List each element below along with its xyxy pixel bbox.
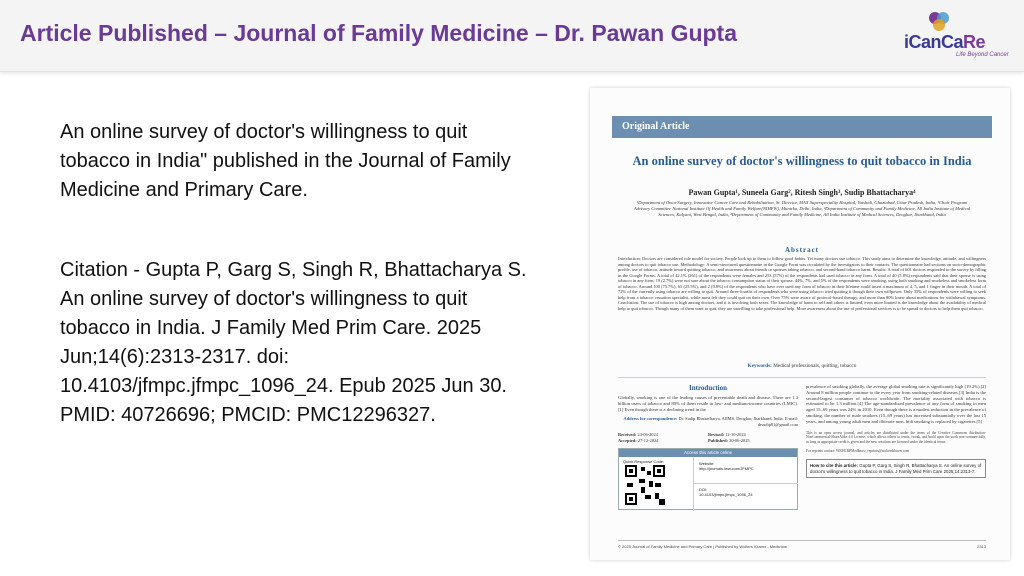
reprints-text: For reprints contact: WKHLRPMedknow_reprints@wolterskluwer.com	[806, 449, 910, 454]
abstract-heading: Abstract	[784, 246, 820, 254]
introduction-heading: Introduction	[689, 384, 727, 392]
doi	[699, 487, 753, 497]
citation-text: Citation - Gupta P, Garg S, Singh R, Bhattacharya S. An online survey of doctor's willingness to quit tobacco in India. J Family Med Prim Care. 2025 Jun;14(6):2313-2317. doi: 10.4103/jfmpc.jfmpc_1096_24. Epub 2025 Jun 30. PMID: 40726696; PMCID: PMC12296327.	[60, 259, 527, 426]
keywords-label: Keywords:	[747, 363, 772, 369]
website-url[interactable]: http://journals.lww.com/JFMPC	[699, 465, 754, 471]
right-column	[806, 384, 986, 478]
accepted-date: 27-12-2024	[637, 437, 659, 443]
right-column-text: prevalence of smoking globally, the average global smoking rate is significantly high (19.2%).[2] Around 8 million people continue to die every year from smoking-related diseases.[3] India is the second-largest consumer of tobacco worldwide. The mortality associated with tobacco is estimated to be 1.3 million.[4] The age-standardized prevalence of any form of smoking in men aged 15–69 years was 24% in 2010. Even though there is a modest reduction in the prevalence of smoking, the number of male smokers (15–69 years) has increased substantially over the last 15 years, and among young adult men and illiterate men, bidi smoking is replaced by cigarettes.[5]	[806, 384, 986, 424]
left-column	[618, 384, 798, 510]
cite-text: Gupta P, Garg S, Singh R, Bhattacharya S. An online survey of doctor's willingness to quit tobacco in India. J Family Med Prim Care 2025;14:2313-7.	[810, 463, 982, 474]
website-label: Website:	[699, 460, 715, 466]
website	[699, 461, 754, 471]
revised-date: 12-10-2024	[725, 431, 746, 437]
qr-code-icon	[625, 465, 665, 505]
logo-text-a: iCanCa	[904, 32, 964, 52]
introduction-text: Globally, smoking is one of the leading causes of preventable death and disease. There are 1.3 billion users of tobacco and 80% of them reside in low- and medium-income countries (LMIC).[1] Even though there is a declining trend in the	[618, 395, 798, 412]
access-divider	[693, 457, 694, 511]
qr-label: Quick Response Code:	[623, 458, 665, 464]
keywords-value: Medical professionals, quitting, tobacco	[773, 363, 857, 369]
received-label: Received:	[618, 431, 637, 437]
article-footer	[618, 544, 986, 549]
article-affiliations: ¹Department of Onco-Surgery, Innovative Cancer Care and Rehabilitation, Sr. Director, MAX Superspeciality Hospital, Vaishali, Ghaziabad, Uttar Pradesh, India, ²Chair Program Advisory Committee National Institute Of Health and Family Welfare(NIHFW), Munirka, Delhi, India, ³Department of Community and Family Medicine, All India Institute of Medical Sciences, Kalyani, West Bengal, India, ⁴Department of Community and Family Medicine, All India Institute of Medical Sciences, Deoghar, Jharkhand, India	[633, 200, 971, 217]
page-title: Article Published – Journal of Family Medicine – Dr. Pawan Gupta	[20, 20, 738, 46]
published-label: Published:	[708, 437, 729, 443]
ribbon-icon	[926, 10, 952, 34]
logo-text-b: Re	[963, 32, 986, 52]
article-preview	[590, 88, 1010, 560]
article-dates	[618, 432, 798, 443]
intro-text: An online survey of doctor's willingness to quit tobacco in India" published in the Journal of Family Medicine and Primary Care.	[60, 121, 511, 201]
license-text: This is an open access journal, and articles are distributed under the terms of the Creative Commons Attribution-NonCommercial-ShareAlike 4.0 License, which allows others to remix, tweak, and build upon the work non-commercially, as long as appropriate credit is given and the new creations are licensed under the identical terms.	[806, 430, 986, 444]
divider	[618, 377, 986, 378]
article-title: An online survey of doctor's willingness to quit tobacco in India	[632, 154, 972, 168]
cite-box	[806, 459, 986, 478]
access-divider-h	[693, 483, 798, 484]
doi-label: DOI:	[699, 486, 708, 492]
received-date: 24-06-2024	[637, 431, 658, 437]
correspondence-text: Dr. Sudip Bhattacharya, AIIMS, Deoghar, Jharkhand, India. E-mail: drsudip81@gmail.com	[678, 416, 798, 427]
abstract-text: Introduction: Doctors are considered role model for society. People look up to them to follow good habits. Yet many doctors use tobacco. This study aims to determine the knowledge, attitude, and willingness among doctors to quit tobacco use. Methodology: A semi-structured questionnaire in the Google Form was circulated by the investigators to their contacts. The questionnaire had sections on socio-demographic profile, use of tobacco, attitude toward quitting tobacco, and awareness about friends or spouses taking tobacco, and second-hand tobacco harm. Results: A total of 601 doctors responded to the survey by filling in the Google Forms. A total of 42.1% (261) of the respondents were females and 253 (57%) of the respondents had used tobacco in any form. A total of 40 (5.8%) respondents said that their spouse is using tobacco in any form; 19 (2.7%) were not sure about the tobacco consumption status of their spouse. 44%, 7%, and 5% of the respondents were smoking, using both smoking and smokeless and smokeless form of tobacco. Around 100 (75.7%), 65 (25.5%), and 2 (0.8%) of the respondents who have ever used any form of tobacco in their lifetime could insert a maximum of 4, 5, and 1 finger in their mouth. A total of 72% of the currently using tobacco are willing to quit. Around three-fourths of respondents who were using tobacco tried quitting it though their own willpower. Only 35% of respondents were willing to seek help from a tobacco cessation specialist, while most felt they could quit on their own. Over 75% were aware of protocol-based therapy, and more than 80% knew about medications for withdrawal symptoms. Conclusion: The use of tobacco is high among doctors, and it is involving both sexes. The knowledge of harm to self and others is limited, even more limited is the knowledge about the availability of medical help to quit tobacco. Though many of them want to quit, they are unwilling to take professional help. More awareness about the use of professional services is to be spread to doctors to help them quit tobacco.	[618, 256, 986, 311]
footer-divider	[618, 540, 986, 541]
footer-page-number: 2313	[977, 544, 986, 549]
access-heading: Access this article online	[619, 449, 797, 457]
correspondence-label: Address for correspondence:	[623, 416, 678, 422]
icancare-logo	[904, 10, 1014, 64]
published-date: 30-06-2025	[729, 437, 750, 443]
logo-tagline: Life Beyond Cancer	[956, 52, 1009, 58]
slide-header	[0, 0, 1024, 72]
access-box	[618, 448, 798, 510]
doi-value: 10.4103/jfmpc.jfmpc_1096_24	[699, 491, 753, 497]
footer-copyright: © 2025 Journal of Family Medicine and Primary Care | Published by Wolters Kluwer - Medknow	[618, 544, 787, 549]
correspondence	[618, 416, 798, 427]
article-authors: Pawan Gupta¹, Suneela Garg², Ritesh Singh³, Sudip Bhattacharya⁴	[688, 188, 916, 197]
article-type-band: Original Article	[612, 116, 992, 138]
accepted-label: Accepted:	[618, 437, 637, 443]
revised-label: Revised:	[708, 431, 725, 437]
cite-label: How to cite this article:	[810, 463, 859, 469]
keywords	[618, 363, 986, 369]
